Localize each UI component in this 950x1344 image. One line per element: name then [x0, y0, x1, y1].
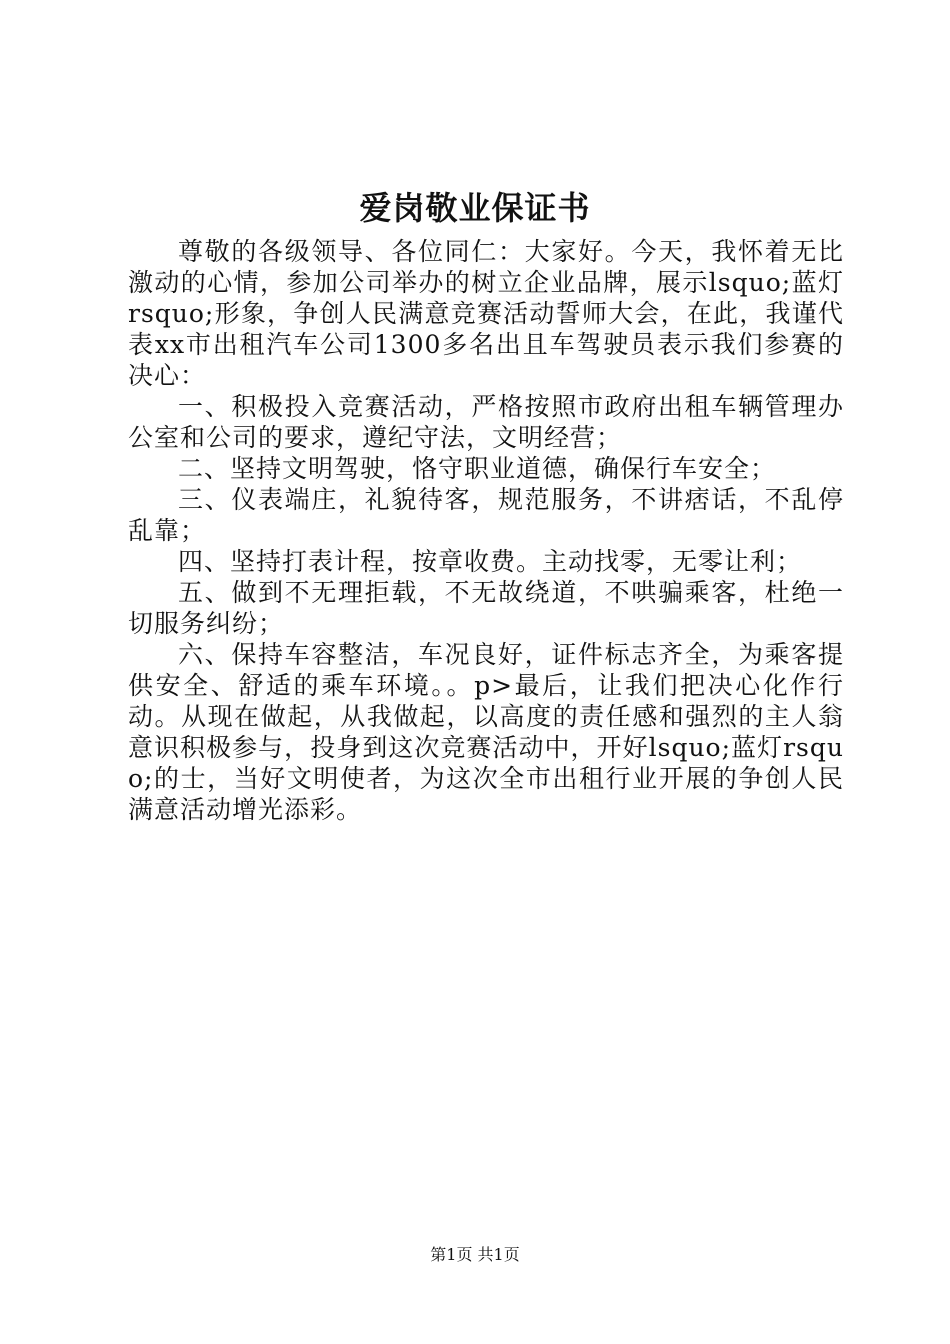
document-body	[128, 236, 844, 825]
paragraph-item-6: 六、保持车容整洁，车况良好，证件标志齐全，为乘客提供安全、舒适的乘车环境。。p>最后，让我们把决心化作行动。从现在做起，从我做起，以高度的责任感和强烈的主人翁意识积极参与，投身到这次竞赛活动中，开好lsquo;蓝灯rsquo;的士，当好文明使者，为这次全市出租行业开展的争创人民满意活动增光添彩。	[128, 640, 844, 824]
paragraph-item-5: 五、做到不无理拒载，不无故绕道，不哄骗乘客，杜绝一切服务纠纷；	[128, 578, 844, 638]
paragraph-item-3: 三、仪表端庄，礼貌待客，规范服务，不讲痞话，不乱停乱靠；	[128, 485, 844, 545]
paragraph-item-4: 四、坚持打表计程，按章收费。主动找零，无零让利；	[178, 547, 803, 576]
paragraph-item-2: 二、坚持文明驾驶，恪守职业道德，确保行车安全；	[178, 454, 777, 483]
page-footer: 第1页 共1页	[430, 1245, 520, 1264]
document-title: 爱岗敬业保证书	[359, 189, 591, 227]
paragraph-item-1: 一、积极投入竞赛活动，严格按照市政府出租车辆管理办公室和公司的要求，遵纪守法，文明经营；	[128, 392, 844, 452]
paragraph-intro: 尊敬的各级领导、各位同仁：大家好。今天，我怀着无比激动的心情，参加公司举办的树立企业品牌，展示lsquo;蓝灯rsquo;形象，争创人民满意竞赛活动誓师大会，在此，我谨代表xx市出租汽车公司1300多名出且车驾驶员表示我们参赛的决心：	[128, 237, 844, 390]
